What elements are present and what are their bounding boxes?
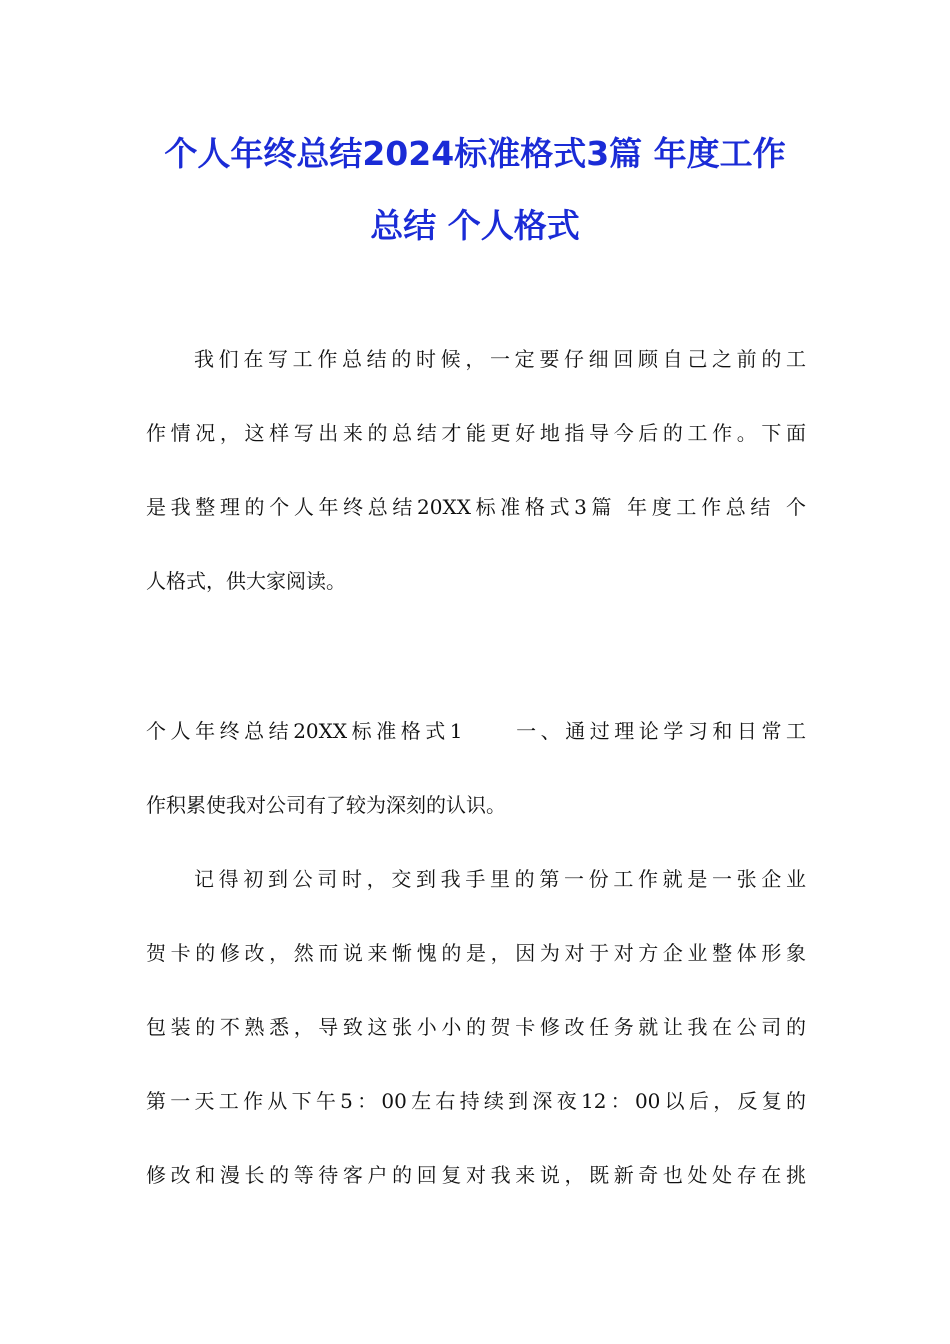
- body-paragraph: [146, 842, 806, 1212]
- body-line: 修改和漫长的等待客户的回复对我来说，既新奇也处处存在挑: [146, 1163, 806, 1187]
- section-line: 作积累使我对公司有了较为深刻的认识。: [146, 793, 506, 817]
- body-line: 贺卡的修改，然而说来惭愧的是，因为对于对方企业整体形象: [146, 941, 806, 965]
- section-line: 个人年终总结20XX标准格式1 一、通过理论学习和日常工: [146, 719, 806, 743]
- body-line: 记得初到公司时，交到我手里的第一份工作就是一张企业: [194, 867, 806, 891]
- document-title-line-1: 个人年终总结2024标准格式3篇 年度工作: [164, 134, 786, 173]
- intro-paragraph: [146, 322, 806, 618]
- section-heading-paragraph: [146, 694, 806, 842]
- intro-line: 人格式，供大家阅读。: [146, 569, 346, 593]
- intro-line: 是我整理的个人年终总结20XX标准格式3篇 年度工作总结 个: [146, 495, 806, 519]
- document-title-line-2: 总结 个人格式: [370, 206, 580, 245]
- intro-line: 作情况，这样写出来的总结才能更好地指导今后的工作。下面: [146, 421, 806, 445]
- intro-line: 我们在写工作总结的时候，一定要仔细回顾自己之前的工: [194, 347, 806, 371]
- body-line: 第一天工作从下午5：00左右持续到深夜12：00以后，反复的: [146, 1089, 806, 1113]
- body-line: 包装的不熟悉，导致这张小小的贺卡修改任务就让我在公司的: [146, 1015, 806, 1039]
